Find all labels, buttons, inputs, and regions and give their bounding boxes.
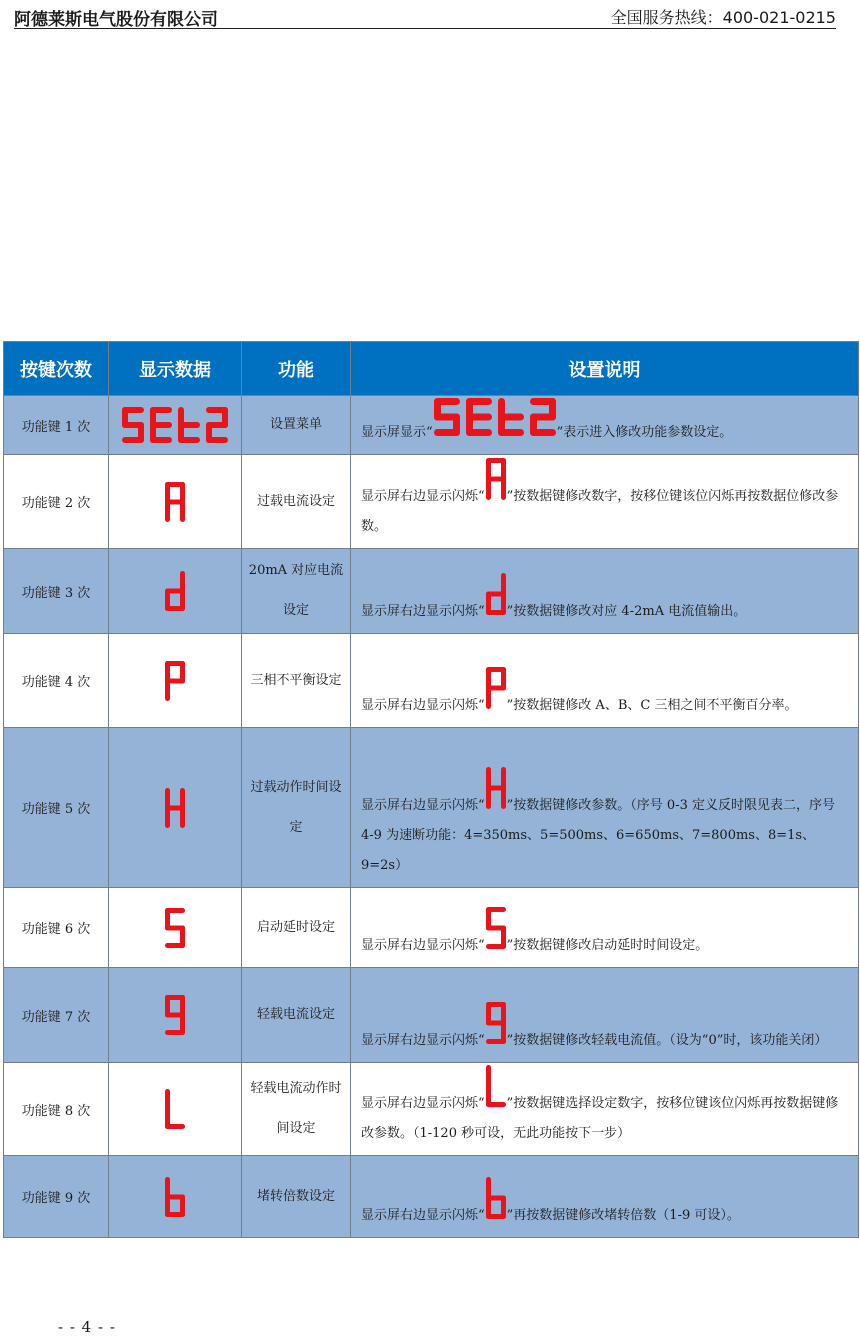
description-text: ”再按数据键修改堵转倍数（1-9 可设）。 [506, 1208, 740, 1223]
segment-d [122, 437, 144, 443]
segment-display-SEt2 [122, 407, 228, 443]
segment-d [486, 944, 506, 949]
display-data-text [175, 1035, 176, 1036]
description-text: ”按数据键修改参数。（序号 0-3 定义反时限见表二，序号 4-9 为速断功能：4=350ms、5=500ms、6=650ms、7=800ms、8=1s、9=2s） [361, 798, 836, 873]
key-count: 功能键 6 次 [4, 888, 109, 968]
description-text: ”按数据键选择设定数字，按移位键该位闪烁再按数据键修改参数。（1-120 秒可设，无此功能按下一步） [361, 1096, 839, 1141]
table-row [4, 1156, 859, 1238]
segment-d [486, 1039, 506, 1044]
inline-segment-H [486, 767, 506, 809]
description-text: ”表示进入修改功能参数设定。 [556, 425, 733, 440]
segment-g [165, 499, 185, 504]
segment-d [165, 943, 185, 948]
segment-g [165, 589, 185, 594]
segment-display-H [165, 788, 185, 828]
display-data [109, 549, 242, 634]
table-row [4, 1063, 859, 1156]
key-count: 功能键 7 次 [4, 968, 109, 1063]
key-count: 功能键 1 次 [4, 396, 109, 455]
function-name: 20mA 对应电流设定 [242, 549, 351, 634]
table-row [4, 634, 859, 728]
segment-digit [165, 788, 185, 828]
segment-g [178, 422, 200, 428]
display-data [109, 728, 242, 888]
segment-g [486, 477, 506, 482]
segment-digit [486, 667, 506, 709]
segment-g [165, 805, 185, 810]
segment-digit [486, 573, 506, 615]
setting-description [351, 888, 859, 968]
inline-display-glyph [486, 458, 506, 512]
setting-description [351, 455, 859, 549]
segment-display-d [165, 571, 185, 611]
setting-description [351, 549, 859, 634]
segment-d [206, 437, 228, 443]
display-data-text [175, 1217, 176, 1218]
segment-digit [122, 407, 144, 443]
segment-f [165, 1089, 170, 1112]
page-header [14, 0, 836, 32]
inline-display-glyph [486, 667, 506, 721]
inline-segment-9 [486, 1002, 506, 1044]
segment-digit [165, 482, 185, 522]
segment-digit [165, 908, 185, 948]
header-rule [14, 28, 836, 29]
description-text: ”按数据键修改 A、B、C 三相之间不平衡百分率。 [506, 698, 798, 713]
table-row [4, 728, 859, 888]
segment-digit [178, 407, 200, 443]
inline-display-glyph [486, 1002, 506, 1056]
segment-d [530, 429, 556, 436]
inline-segment-S [486, 907, 506, 949]
inline-display-glyph [486, 1177, 506, 1231]
inline-display-glyph [486, 1065, 506, 1119]
function-key-table [3, 341, 859, 1238]
col-header-description: 设置说明 [351, 342, 859, 396]
segment-g [498, 414, 524, 421]
segment-display-b [165, 1177, 185, 1217]
table-row [4, 549, 859, 634]
display-data [109, 455, 242, 549]
service-hotline: 全国服务热线：400-021-0215 [610, 8, 836, 27]
setting-description [351, 968, 859, 1063]
table-row [4, 396, 859, 455]
segment-digit [150, 407, 172, 443]
display-data-text [175, 1129, 176, 1130]
key-count: 功能键 3 次 [4, 549, 109, 634]
segment-g [486, 592, 506, 597]
table-header-row [4, 342, 859, 396]
inline-display-glyph [486, 767, 506, 821]
description-text: ”按数据键修改启动延时时间设定。 [506, 938, 709, 953]
description-prefix: 显示屏右边显示闪烁“ [361, 698, 485, 713]
inline-segment-A [486, 458, 506, 500]
description-text: ”按数据键修改轻载电流值。（设为“0”时，该功能关闭） [506, 1033, 828, 1048]
display-data-text [175, 948, 176, 949]
segment-f [486, 1065, 491, 1089]
segment-g [486, 1196, 506, 1201]
key-count: 功能键 9 次 [4, 1156, 109, 1238]
display-data-text [175, 443, 176, 444]
key-count: 功能键 4 次 [4, 634, 109, 728]
display-data [109, 968, 242, 1063]
segment-digit [165, 571, 185, 611]
setting-description [351, 1156, 859, 1238]
description-prefix: 显示屏右边显示闪烁“ [361, 1033, 485, 1048]
segment-digit [434, 398, 460, 436]
table-row [4, 888, 859, 968]
function-name: 轻载电流设定 [242, 968, 351, 1063]
function-name: 轻载电流动作时间设定 [242, 1063, 351, 1156]
segment-display-P [165, 661, 185, 701]
function-name: 堵转倍数设定 [242, 1156, 351, 1238]
function-name: 启动延时设定 [242, 888, 351, 968]
segment-g [165, 678, 185, 683]
segment-display-L [165, 1089, 185, 1129]
display-data-text [175, 828, 176, 829]
table-row [4, 455, 859, 549]
setting-description [351, 1063, 859, 1156]
description-prefix: 显示屏右边显示闪烁“ [361, 489, 485, 504]
display-data [109, 1156, 242, 1238]
segment-digit [498, 398, 524, 436]
display-data [109, 634, 242, 728]
description-text: ”按数据键修改数字，按移位键该位闪烁再按数据位修改参数。 [361, 489, 839, 534]
description-prefix: 显示屏显示“ [361, 425, 433, 440]
key-count: 功能键 5 次 [4, 728, 109, 888]
inline-segment-d [486, 573, 506, 615]
segment-display-S [165, 908, 185, 948]
segment-digit [486, 1065, 506, 1107]
table-row [4, 968, 859, 1063]
setting-description [351, 634, 859, 728]
function-name: 过载动作时间设定 [242, 728, 351, 888]
segment-g [165, 1194, 185, 1199]
col-header-function: 功能 [242, 342, 351, 396]
segment-g [165, 1013, 185, 1018]
inline-segment-b [486, 1177, 506, 1219]
segment-digit [486, 907, 506, 949]
segment-g [466, 414, 492, 421]
segment-digit [486, 767, 506, 809]
function-name: 过载电流设定 [242, 455, 351, 549]
segment-g [486, 786, 506, 791]
segment-display-A [165, 482, 185, 522]
inline-segment-L [486, 1065, 506, 1107]
function-name: 设置菜单 [242, 396, 351, 455]
segment-digit [486, 1177, 506, 1219]
display-data [109, 1063, 242, 1156]
segment-d [434, 429, 460, 436]
segment-digit [486, 458, 506, 500]
page-number: - - 4 - - [58, 1318, 116, 1336]
segment-digit [466, 398, 492, 436]
key-count: 功能键 8 次 [4, 1063, 109, 1156]
segment-digit [206, 407, 228, 443]
display-data-text [175, 611, 176, 612]
segment-d [165, 1030, 185, 1035]
description-prefix: 显示屏右边显示闪烁“ [361, 938, 485, 953]
inline-segment-SEt2 [434, 398, 556, 436]
segment-g [486, 686, 506, 691]
inline-display-glyph [434, 398, 556, 448]
key-count: 功能键 2 次 [4, 455, 109, 549]
col-header-key: 按键次数 [4, 342, 109, 396]
setting-description [351, 728, 859, 888]
description-prefix: 显示屏右边显示闪烁“ [361, 604, 485, 619]
setting-description [351, 396, 859, 455]
description-text: ”按数据键修改对应 4-2mA 电流值输出。 [506, 604, 747, 619]
display-data [109, 888, 242, 968]
segment-digit [165, 995, 185, 1035]
col-header-display: 显示数据 [109, 342, 242, 396]
segment-display-9 [165, 995, 185, 1035]
function-name: 三相不平衡设定 [242, 634, 351, 728]
inline-display-glyph [486, 907, 506, 961]
segment-digit [165, 661, 185, 701]
display-data [109, 396, 242, 455]
company-name: 阿德莱斯电气股份有限公司 [14, 10, 218, 30]
segment-g [150, 422, 172, 428]
segment-digit [530, 398, 556, 436]
segment-digit [165, 1089, 185, 1129]
segment-digit [165, 1177, 185, 1217]
segment-g [486, 1021, 506, 1026]
description-prefix: 显示屏右边显示闪烁“ [361, 1096, 485, 1111]
display-data-text [175, 701, 176, 702]
segment-digit [486, 1002, 506, 1044]
description-prefix: 显示屏右边显示闪烁“ [361, 1208, 485, 1223]
display-data-text [175, 522, 176, 523]
inline-display-glyph [486, 573, 506, 627]
inline-segment-P [486, 667, 506, 709]
description-prefix: 显示屏右边显示闪烁“ [361, 798, 485, 813]
